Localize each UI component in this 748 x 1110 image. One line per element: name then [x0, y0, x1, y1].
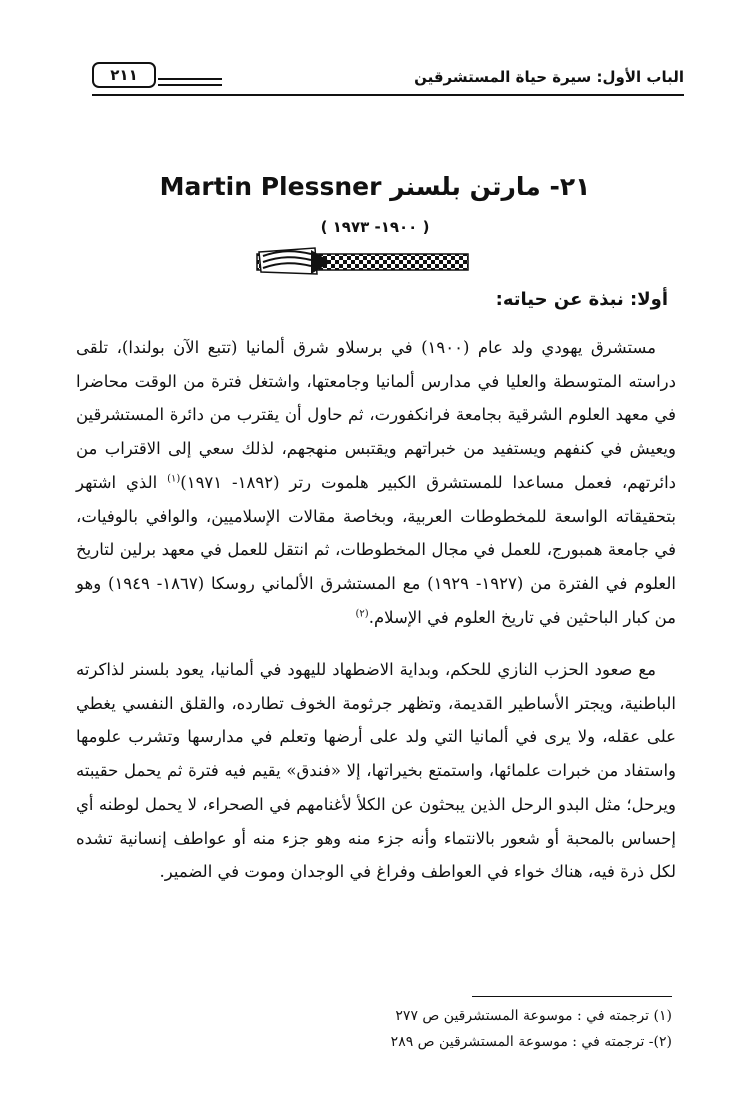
header-rule: [92, 94, 684, 96]
footnotes: [252, 1003, 672, 1055]
section-heading: أولا: نبذة عن حياته:: [495, 289, 668, 310]
page-header: [92, 58, 684, 100]
chapter-title: ٢١- مارتن بلسنر Martin Plessner: [159, 172, 591, 201]
page-number-rule: [158, 84, 222, 86]
footnote-rule: [472, 996, 672, 997]
paragraph-2: [76, 653, 676, 889]
footnote-2: (٢)- ترجمته في : موسوعة المستشرقين ص ٢٨٩: [390, 1034, 672, 1050]
running-title: الباب الأول: سيرة حياة المستشرقين: [414, 68, 684, 86]
paragraph-1: [76, 331, 676, 634]
paragraph-1-text-b: الذي اشتهر بتحقيقاته الواسعة للمخطوطات العربية، وبخاصة مقالات الإسلاميين، والوافي بالوفيات، في جامعة همبورج، للعمل في مجال المخطوطات، ثم انتقل للعمل في معهد برلين لتاريخ العلوم في الفترة من (١٩٢٧- ١٩٢٩) مع المستشرق الألماني روسكا (١٨٦٧- ١٩٤٩) وهو من كبار الباحثين في تاريخ العلوم في الإسلام.: [76, 472, 677, 627]
footnote-ref-2: (٢): [355, 608, 369, 620]
footnote-ref-1: (١): [167, 473, 181, 485]
chapter-dates: ( ١٩٠٠- ١٩٧٣ ): [320, 218, 430, 236]
page-number: ٢١١: [92, 62, 156, 88]
pen-ornament-icon: [255, 244, 470, 280]
paragraph-2-text: مع صعود الحزب النازي للحكم، وبداية الاضطهاد لليهود في ألمانيا، يعود بلسنر لذاكرته الباطنية، ويجتر الأساطير القديمة، وتظهر جرثومة الخوف تطارده، والقلق النفسي يغطي على عقله، ولا يرى في ألمانيا التي ولد على أرضها وتعلم في مدارسها وتشرب علومها واستفاد من خبرات علمائها، واستمتع بخيراتها، إلا «فندق» يقيم فيه فترة ثم يحمل حقيبته ويرحل؛ مثل البدو الرحل الذين يبحثون عن الكلأ لأغنامهم في الصحراء، لا يحمل لوطنه أي إحساس بالمحبة أو شعور بالانتماء وأنه جزء منه وهو جزء منه أو عواطف إنسانية تشده لكل ذرة فيه، هناك خواء في العواطف وفراغ في الوجدان وموت في الضمير.: [76, 660, 676, 882]
page-number-rule: [158, 78, 222, 80]
paragraph-1-text-a: مستشرق يهودي ولد عام (١٩٠٠) في برسلاو شرق ألمانيا (تتبع الآن بولندا)، تلقى دراسته المتوسطة والعليا في مدارس ألمانيا وجامعتها، واشتغل فترة من الوقت محاضرا في معهد العلوم الشرقية بجامعة فرانكفورت، ثم حاول أن يقترب من دائرة المستشرقين ويعيش في كنفهم ويستفيد من خبراتهم ويقتبس منهجهم، لذلك سعي إلى الاقتراب من دائرتهم، فعمل مساعدا للمستشرق الكبير هلموت رتر (١٨٩٢- ١٩٧١): [76, 338, 676, 492]
footnote-1: (١) ترجمته في : موسوعة المستشرقين ص ٢٧٧: [395, 1008, 672, 1024]
